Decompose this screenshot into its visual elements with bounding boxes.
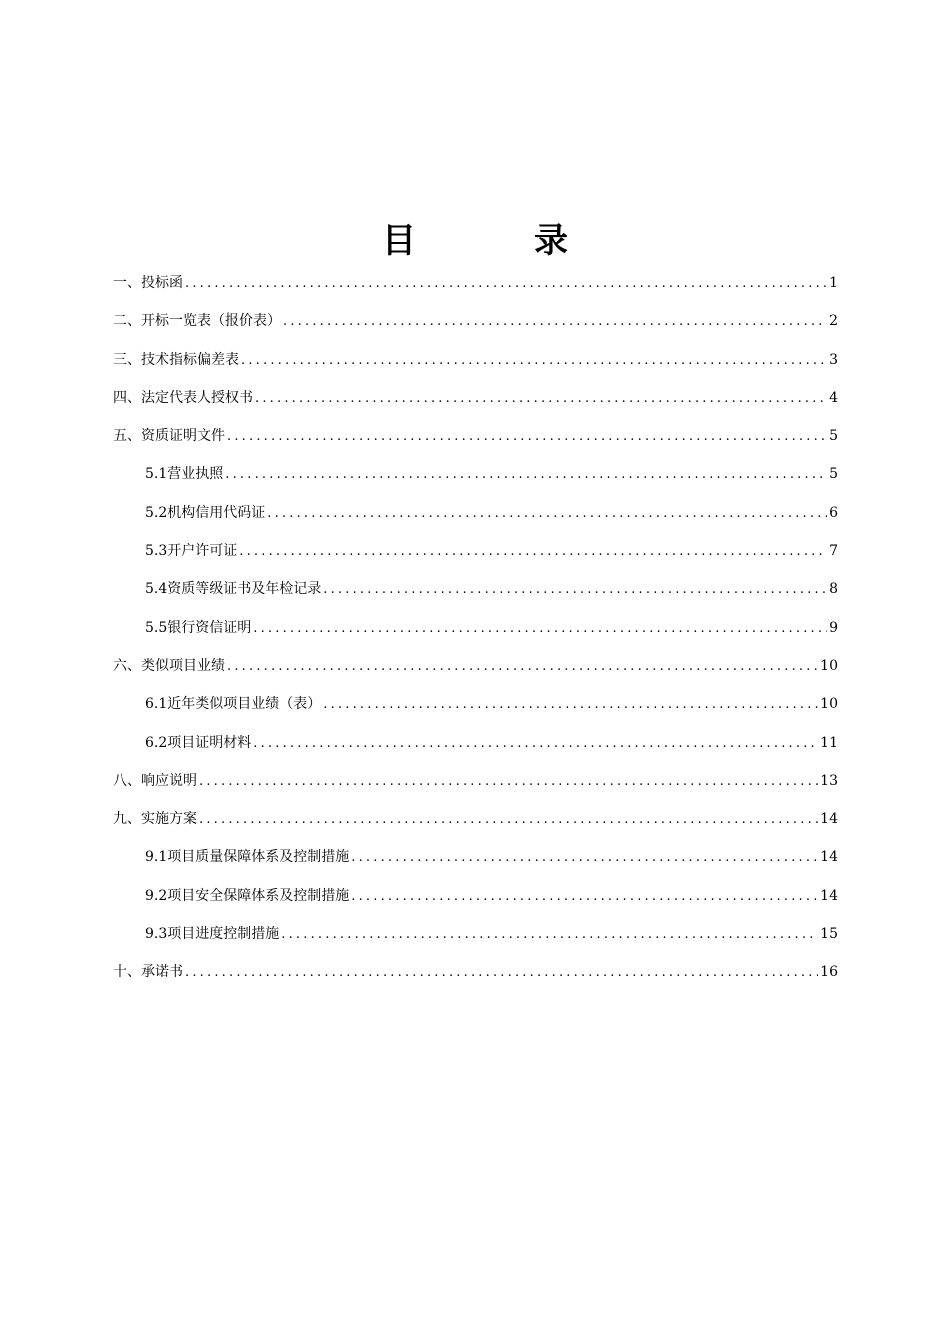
toc-leader-dots bbox=[227, 648, 818, 686]
toc-leader-dots bbox=[225, 456, 827, 494]
toc-entry[interactable] bbox=[113, 379, 838, 417]
toc-entry[interactable] bbox=[113, 455, 838, 493]
toc-entry[interactable] bbox=[113, 800, 838, 838]
toc-entry-page: 8 bbox=[829, 581, 838, 598]
toc-entry-page: 7 bbox=[829, 543, 838, 560]
toc-entry[interactable] bbox=[113, 302, 838, 340]
toc-entry[interactable] bbox=[113, 532, 838, 570]
toc-entry[interactable] bbox=[113, 647, 838, 685]
toc-entry-page: 15 bbox=[820, 926, 838, 943]
toc-entry-page: 3 bbox=[829, 351, 838, 368]
toc-entry-page: 4 bbox=[829, 389, 838, 406]
toc-entry-label: 5.5银行资信证明 bbox=[145, 619, 252, 636]
toc-entry-label: 9.2项目安全保障体系及控制措施 bbox=[145, 887, 350, 904]
toc-title: 目 录 bbox=[382, 221, 610, 261]
toc-leader-dots bbox=[199, 763, 818, 801]
toc-entry-label: 五、资质证明文件 bbox=[113, 428, 225, 445]
toc-leader-dots bbox=[351, 839, 818, 877]
toc-entry[interactable] bbox=[113, 877, 838, 915]
toc-entry-label: 四、法定代表人授权书 bbox=[113, 389, 253, 406]
table-of-contents bbox=[113, 264, 838, 992]
toc-entry-page: 10 bbox=[820, 657, 838, 674]
toc-entry[interactable] bbox=[113, 417, 838, 455]
toc-entry[interactable] bbox=[113, 953, 838, 991]
toc-leader-dots bbox=[267, 495, 827, 533]
toc-entry[interactable] bbox=[113, 915, 838, 953]
toc-entry-page: 5 bbox=[829, 428, 838, 445]
toc-leader-dots bbox=[323, 686, 818, 724]
toc-entry[interactable] bbox=[113, 762, 838, 800]
toc-leader-dots bbox=[283, 303, 827, 341]
toc-entry[interactable] bbox=[113, 494, 838, 532]
toc-entry[interactable] bbox=[113, 685, 838, 723]
toc-leader-dots bbox=[199, 801, 818, 839]
toc-entry-label: 一、投标函 bbox=[113, 275, 183, 291]
toc-leader-dots bbox=[253, 725, 818, 763]
toc-entry-label: 二、开标一览表（报价表） bbox=[113, 313, 281, 330]
toc-entry-page: 14 bbox=[820, 849, 838, 866]
toc-entry-label: 5.2机构信用代码证 bbox=[145, 504, 266, 521]
toc-leader-dots bbox=[227, 418, 827, 456]
toc-entry-label: 9.3项目进度控制措施 bbox=[145, 926, 280, 943]
toc-entry-label: 6.1近年类似项目业绩（表） bbox=[145, 696, 322, 713]
toc-entry-label: 六、类似项目业绩 bbox=[113, 657, 225, 674]
toc-entry-label: 5.4资质等级证书及年检记录 bbox=[145, 581, 322, 598]
toc-leader-dots bbox=[239, 533, 827, 571]
toc-leader-dots bbox=[241, 342, 827, 380]
toc-entry[interactable] bbox=[113, 838, 838, 876]
toc-entry-page: 6 bbox=[829, 504, 838, 521]
toc-entry-label: 9.1项目质量保障体系及控制措施 bbox=[145, 849, 350, 866]
toc-leader-dots bbox=[255, 380, 827, 418]
toc-leader-dots bbox=[281, 916, 818, 954]
toc-entry-page: 1 bbox=[829, 275, 838, 291]
toc-entry-page: 5 bbox=[829, 466, 838, 483]
toc-entry-label: 八、响应说明 bbox=[113, 772, 197, 789]
toc-leader-dots bbox=[351, 878, 818, 916]
toc-leader-dots bbox=[253, 610, 827, 648]
toc-entry[interactable] bbox=[113, 570, 838, 608]
toc-entry-page: 16 bbox=[820, 964, 838, 981]
toc-leader-dots bbox=[185, 265, 827, 303]
toc-entry-label: 三、技术指标偏差表 bbox=[113, 351, 239, 368]
toc-entry-page: 9 bbox=[829, 619, 838, 636]
toc-leader-dots bbox=[185, 954, 818, 992]
toc-entry-page: 14 bbox=[820, 887, 838, 904]
toc-entry-page: 13 bbox=[820, 772, 838, 789]
toc-entry[interactable] bbox=[113, 724, 838, 762]
toc-entry-page: 11 bbox=[820, 734, 838, 751]
toc-entry-page: 14 bbox=[820, 811, 838, 828]
toc-entry-label: 九、实施方案 bbox=[113, 811, 197, 828]
toc-entry-label: 6.2项目证明材料 bbox=[145, 734, 252, 751]
toc-leader-dots bbox=[323, 571, 827, 609]
toc-entry[interactable] bbox=[113, 264, 838, 302]
toc-entry[interactable] bbox=[113, 341, 838, 379]
toc-entry-page: 10 bbox=[820, 696, 838, 713]
toc-entry[interactable] bbox=[113, 609, 838, 647]
toc-entry-label: 5.1营业执照 bbox=[145, 466, 224, 483]
toc-entry-page: 2 bbox=[829, 313, 838, 330]
toc-entry-label: 十、承诺书 bbox=[113, 964, 183, 981]
toc-entry-label: 5.3开户许可证 bbox=[145, 543, 238, 560]
